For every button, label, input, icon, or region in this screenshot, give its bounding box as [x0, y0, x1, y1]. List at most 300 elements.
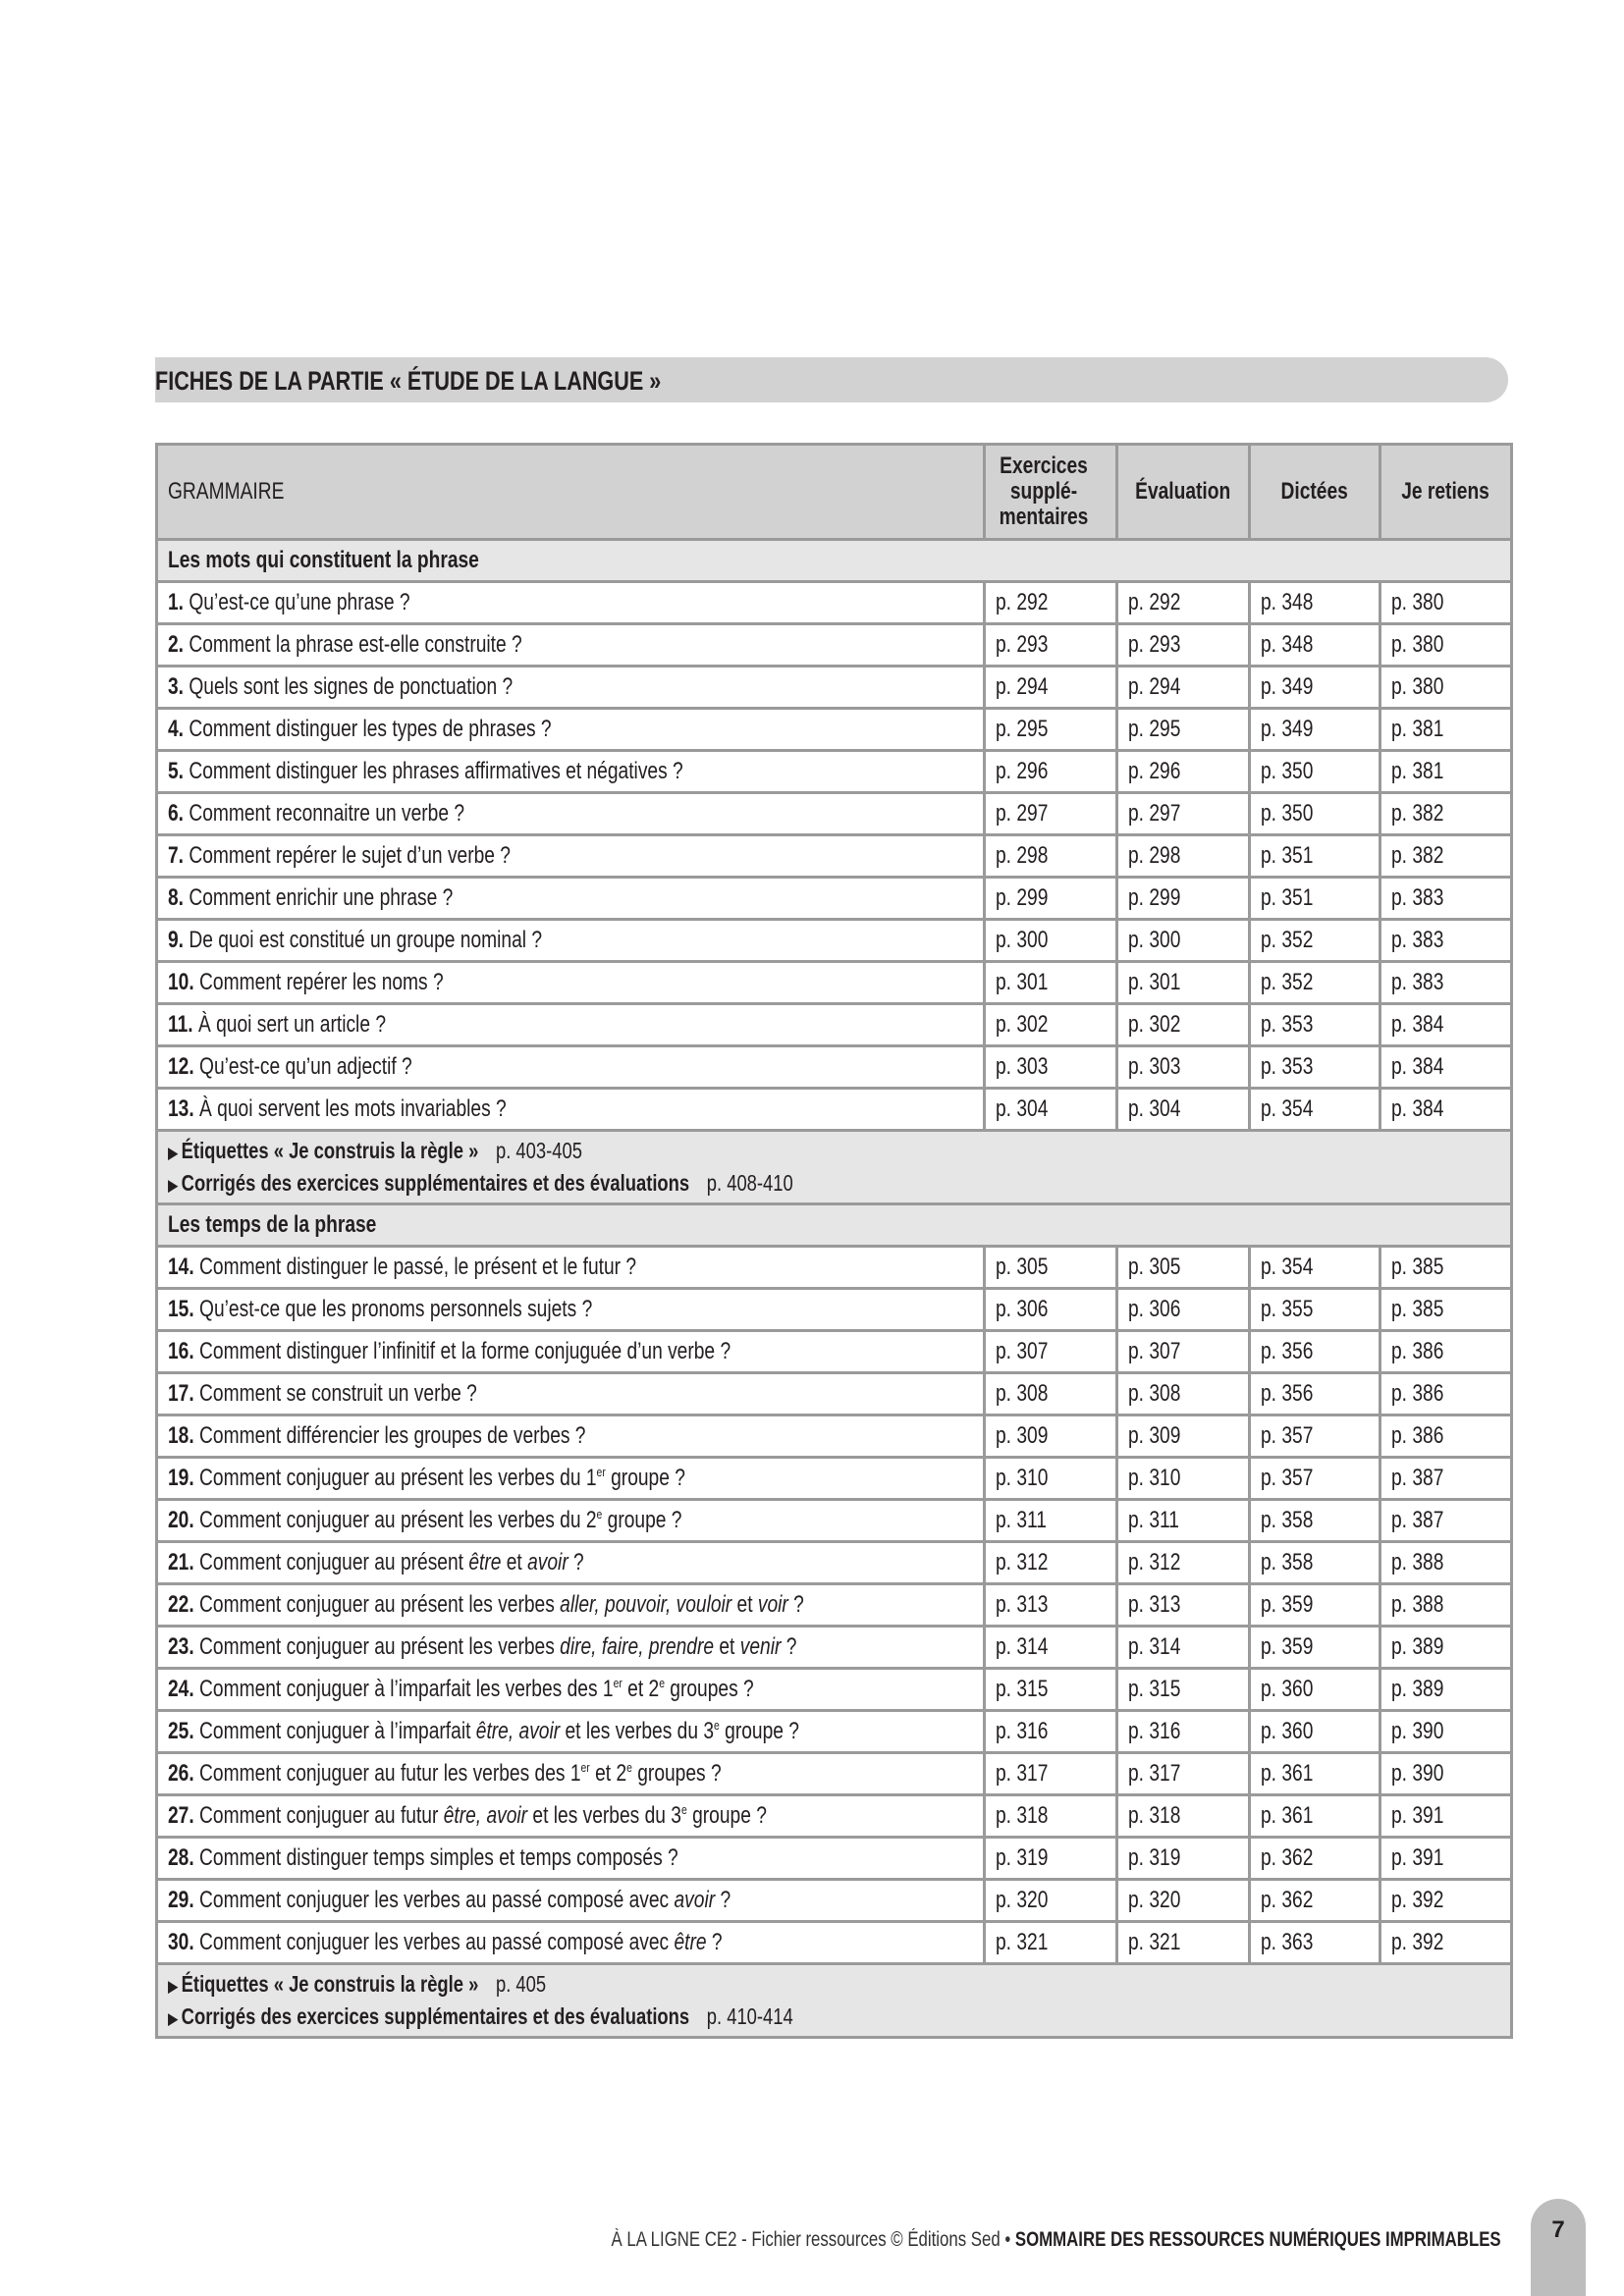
- question-cell: [157, 1247, 985, 1289]
- page-je-retiens: p. 381: [1380, 751, 1512, 793]
- question-text: Comment enrichir une phrase ?: [189, 884, 454, 911]
- page-evaluation: p. 309: [1117, 1415, 1250, 1458]
- page-je-retiens: p. 391: [1380, 1838, 1512, 1880]
- page-exercices: p. 296: [985, 751, 1117, 793]
- page-evaluation: p. 302: [1117, 1004, 1250, 1046]
- page-exercices: p. 299: [985, 878, 1117, 920]
- page-evaluation: p. 292: [1117, 582, 1250, 624]
- page-exercices: p. 298: [985, 835, 1117, 878]
- question-text: Comment conjuguer au présent les verbes: [199, 1633, 561, 1660]
- table-row: [157, 1046, 1512, 1089]
- question-number: 4.: [168, 716, 185, 742]
- page-dictees: p. 349: [1250, 667, 1380, 709]
- page-exercices: p. 320: [985, 1880, 1117, 1922]
- page-exercices: p. 294: [985, 667, 1117, 709]
- table-row: [157, 1584, 1512, 1627]
- page-evaluation: p. 315: [1117, 1669, 1250, 1711]
- question-text: groupe ?: [602, 1507, 682, 1533]
- page-dictees: p. 361: [1250, 1795, 1380, 1838]
- question-text: ?: [781, 1633, 797, 1660]
- page-je-retiens: p. 392: [1380, 1922, 1512, 1964]
- page-je-retiens: p. 389: [1380, 1669, 1512, 1711]
- question-text: et: [731, 1591, 758, 1618]
- page-number-tab: [1531, 2199, 1586, 2296]
- question-number: 23.: [168, 1633, 194, 1660]
- page-je-retiens: p. 387: [1380, 1500, 1512, 1542]
- page-exercices: p. 318: [985, 1795, 1117, 1838]
- page-je-retiens: p. 387: [1380, 1458, 1512, 1500]
- page-exercices: p. 302: [985, 1004, 1117, 1046]
- question-number: 10.: [168, 969, 194, 995]
- table-row: [157, 1004, 1512, 1046]
- section-banner: [155, 357, 1508, 402]
- table-row: [157, 1753, 1512, 1795]
- note-line: [168, 1168, 1500, 1201]
- question-cell: [157, 1046, 985, 1089]
- question-text: De quoi est constitué un groupe nominal ?: [189, 927, 543, 953]
- page-dictees: p. 355: [1250, 1289, 1380, 1331]
- table-row: [157, 1542, 1512, 1584]
- question-text: Comment distinguer le passé, le présent et le futur ?: [199, 1254, 637, 1280]
- page-footer: [389, 2228, 1501, 2252]
- page-dictees: p. 363: [1250, 1922, 1380, 1964]
- question-text: et: [501, 1549, 528, 1575]
- question-cell: [157, 835, 985, 878]
- question-number: 21.: [168, 1549, 194, 1575]
- page-dictees: p. 358: [1250, 1542, 1380, 1584]
- table-row: [157, 878, 1512, 920]
- page-dictees: p. 360: [1250, 1669, 1380, 1711]
- header-je-retiens: Je retiens: [1380, 445, 1512, 540]
- page-evaluation: p. 303: [1117, 1046, 1250, 1089]
- question-text: Comment conjuguer les verbes au passé composé avec: [199, 1887, 675, 1913]
- table-row: [157, 1331, 1512, 1373]
- question-text: groupe ?: [605, 1465, 685, 1491]
- page-evaluation: p. 318: [1117, 1795, 1250, 1838]
- page-exercices: p. 300: [985, 920, 1117, 962]
- page-evaluation: p. 311: [1117, 1500, 1250, 1542]
- page-evaluation: p. 310: [1117, 1458, 1250, 1500]
- page-evaluation: p. 295: [1117, 709, 1250, 751]
- question-text: À quoi servent les mots invariables ?: [199, 1095, 507, 1122]
- page-evaluation: p. 298: [1117, 835, 1250, 878]
- note-pages: p. 408-410: [706, 1170, 793, 1196]
- page-je-retiens: p. 386: [1380, 1415, 1512, 1458]
- table-row: [157, 1458, 1512, 1500]
- table-header-row: [157, 445, 1512, 540]
- question-cell: [157, 667, 985, 709]
- question-text: e: [680, 1802, 687, 1817]
- question-text: Comment distinguer les types de phrases ?: [189, 716, 552, 742]
- question-number: 12.: [168, 1053, 194, 1080]
- question-text: À quoi sert un article ?: [197, 1011, 387, 1038]
- note-line: [168, 1136, 1500, 1168]
- question-text: Comment distinguer l’infinitif et la forme conjuguée d’un verbe ?: [199, 1338, 731, 1364]
- section-row: [157, 1204, 1512, 1247]
- question-number: 17.: [168, 1380, 194, 1407]
- table-row: [157, 667, 1512, 709]
- page-je-retiens: p. 388: [1380, 1542, 1512, 1584]
- question-cell: [157, 1289, 985, 1331]
- question-text: Comment conjuguer les verbes au passé composé avec: [199, 1929, 675, 1955]
- question-number: 16.: [168, 1338, 194, 1364]
- page-exercices: p. 312: [985, 1542, 1117, 1584]
- table-row: [157, 1373, 1512, 1415]
- page-exercices: p. 295: [985, 709, 1117, 751]
- table-body: [157, 540, 1512, 2038]
- page-je-retiens: p. 383: [1380, 878, 1512, 920]
- page-je-retiens: p. 381: [1380, 709, 1512, 751]
- page-evaluation: p. 319: [1117, 1838, 1250, 1880]
- page-je-retiens: p. 390: [1380, 1753, 1512, 1795]
- question-text: Comment se construit un verbe ?: [199, 1380, 477, 1407]
- page-evaluation: p. 301: [1117, 962, 1250, 1004]
- arrow-right-icon: ▶: [168, 1977, 179, 1996]
- note-pages: p. 405: [495, 1971, 547, 1997]
- question-cell: [157, 793, 985, 835]
- question-number: 9.: [168, 927, 185, 953]
- page-evaluation: p. 300: [1117, 920, 1250, 962]
- question-cell: [157, 1331, 985, 1373]
- table-row: [157, 793, 1512, 835]
- question-text: être: [674, 1929, 707, 1955]
- question-cell: [157, 1542, 985, 1584]
- page-evaluation: p. 296: [1117, 751, 1250, 793]
- table-row: [157, 1500, 1512, 1542]
- question-cell: [157, 1753, 985, 1795]
- question-text: ?: [787, 1591, 804, 1618]
- page-exercices: p. 306: [985, 1289, 1117, 1331]
- page-dictees: p. 359: [1250, 1627, 1380, 1669]
- header-dictees: Dictées: [1250, 445, 1380, 540]
- note-label: Corrigés des exercices supplémentaires et des évaluations: [181, 1170, 690, 1196]
- question-cell: [157, 1795, 985, 1838]
- page-dictees: p. 358: [1250, 1500, 1380, 1542]
- page-dictees: p. 362: [1250, 1838, 1380, 1880]
- question-text: Comment reconnaitre un verbe ?: [189, 800, 465, 827]
- table-row: [157, 751, 1512, 793]
- page-exercices: p. 297: [985, 793, 1117, 835]
- table-row: [157, 1089, 1512, 1131]
- question-text: avoir: [674, 1887, 716, 1913]
- page-evaluation: p. 313: [1117, 1584, 1250, 1627]
- note-pages: p. 410-414: [706, 2003, 793, 2029]
- question-text: être, avoir: [475, 1718, 561, 1744]
- question-number: 5.: [168, 758, 185, 784]
- page-dictees: p. 362: [1250, 1880, 1380, 1922]
- table-row: [157, 1880, 1512, 1922]
- table-row: [157, 1922, 1512, 1964]
- page-je-retiens: p. 382: [1380, 793, 1512, 835]
- notes-row: [157, 1131, 1512, 1204]
- page-number: 7: [1551, 2216, 1565, 2243]
- question-text: e: [659, 1676, 665, 1690]
- question-number: 19.: [168, 1465, 194, 1491]
- page-je-retiens: p. 386: [1380, 1331, 1512, 1373]
- question-cell: [157, 1922, 985, 1964]
- question-text: voir: [757, 1591, 788, 1618]
- table-row: [157, 835, 1512, 878]
- page-exercices: p. 315: [985, 1669, 1117, 1711]
- question-number: 7.: [168, 842, 185, 869]
- page-evaluation: p. 304: [1117, 1089, 1250, 1131]
- section-title: Les mots qui constituent la phrase: [157, 540, 1512, 582]
- page-evaluation: p. 297: [1117, 793, 1250, 835]
- question-text: Comment conjuguer au présent les verbes: [199, 1591, 561, 1618]
- page-je-retiens: p. 390: [1380, 1711, 1512, 1753]
- page-dictees: p. 350: [1250, 793, 1380, 835]
- page-je-retiens: p. 386: [1380, 1373, 1512, 1415]
- notes-row: [157, 1964, 1512, 2038]
- question-number: 2.: [168, 631, 185, 658]
- question-text: être, avoir: [443, 1802, 528, 1829]
- page-exercices: p. 308: [985, 1373, 1117, 1415]
- note-pages: p. 403-405: [495, 1138, 582, 1163]
- question-text: être: [468, 1549, 502, 1575]
- section-title: Les temps de la phrase: [157, 1204, 1512, 1247]
- footer-separator: •: [1004, 2228, 1011, 2251]
- question-cell: [157, 1415, 985, 1458]
- table-row: [157, 1795, 1512, 1838]
- question-number: 28.: [168, 1844, 194, 1871]
- question-number: 22.: [168, 1591, 194, 1618]
- page-je-retiens: p. 383: [1380, 962, 1512, 1004]
- page-evaluation: p. 314: [1117, 1627, 1250, 1669]
- page-evaluation: p. 308: [1117, 1373, 1250, 1415]
- page-dictees: p. 356: [1250, 1331, 1380, 1373]
- question-text: ?: [706, 1929, 723, 1955]
- question-text: e: [714, 1718, 720, 1733]
- question-cell: [157, 1669, 985, 1711]
- question-text: er: [613, 1676, 623, 1690]
- table-row: [157, 920, 1512, 962]
- question-cell: [157, 920, 985, 962]
- page-dictees: p. 356: [1250, 1373, 1380, 1415]
- question-cell: [157, 1880, 985, 1922]
- question-text: Comment conjuguer au futur: [199, 1802, 444, 1829]
- page-evaluation: p. 305: [1117, 1247, 1250, 1289]
- question-number: 24.: [168, 1676, 194, 1702]
- question-number: 27.: [168, 1802, 194, 1829]
- question-number: 29.: [168, 1887, 194, 1913]
- table-row: [157, 1627, 1512, 1669]
- question-text: Comment distinguer temps simples et temps composés ?: [199, 1844, 678, 1871]
- page-je-retiens: p. 385: [1380, 1289, 1512, 1331]
- question-text: groupes ?: [664, 1676, 754, 1702]
- question-cell: [157, 1584, 985, 1627]
- banner-title: FICHES DE LA PARTIE « ÉTUDE DE LA LANGUE »: [155, 366, 662, 396]
- header-exercices: Exercices supplé- mentaires: [985, 445, 1117, 540]
- question-text: et: [714, 1633, 740, 1660]
- page-exercices: p. 311: [985, 1500, 1117, 1542]
- page-dictees: p. 354: [1250, 1089, 1380, 1131]
- question-text: e: [596, 1507, 603, 1522]
- page-je-retiens: p. 388: [1380, 1584, 1512, 1627]
- page-exercices: p. 292: [985, 582, 1117, 624]
- question-text: et 2: [622, 1676, 660, 1702]
- question-text: Comment conjuguer au futur les verbes des 1: [199, 1760, 581, 1787]
- question-text: groupe ?: [719, 1718, 799, 1744]
- page-dictees: p. 349: [1250, 709, 1380, 751]
- page-exercices: p. 317: [985, 1753, 1117, 1795]
- page-evaluation: p. 320: [1117, 1880, 1250, 1922]
- page-dictees: p. 352: [1250, 920, 1380, 962]
- page-dictees: p. 354: [1250, 1247, 1380, 1289]
- table-row: [157, 962, 1512, 1004]
- question-cell: [157, 1458, 985, 1500]
- question-number: 18.: [168, 1422, 194, 1449]
- question-cell: [157, 878, 985, 920]
- question-cell: [157, 962, 985, 1004]
- question-number: 26.: [168, 1760, 194, 1787]
- page-je-retiens: p. 383: [1380, 920, 1512, 962]
- question-cell: [157, 624, 985, 667]
- table-row: [157, 1289, 1512, 1331]
- page-exercices: p. 309: [985, 1415, 1117, 1458]
- arrow-right-icon: ▶: [168, 2009, 179, 2028]
- question-text: et 2: [589, 1760, 627, 1787]
- page-exercices: p. 304: [985, 1089, 1117, 1131]
- note-label: Corrigés des exercices supplémentaires et des évaluations: [181, 2003, 690, 2029]
- question-text: Quels sont les signes de ponctuation ?: [189, 673, 514, 700]
- question-number: 11.: [168, 1011, 193, 1038]
- question-cell: [157, 1711, 985, 1753]
- page-exercices: p. 313: [985, 1584, 1117, 1627]
- question-number: 20.: [168, 1507, 194, 1533]
- page-dictees: p. 353: [1250, 1046, 1380, 1089]
- question-text: avoir: [527, 1549, 568, 1575]
- question-text: Comment la phrase est-elle construite ?: [189, 631, 522, 658]
- question-text: Comment conjuguer à l’imparfait les verbes des 1: [199, 1676, 614, 1702]
- question-text: Comment conjuguer au présent les verbes du 2: [199, 1507, 597, 1533]
- question-cell: [157, 1627, 985, 1669]
- question-number: 30.: [168, 1929, 194, 1955]
- footer-section: SOMMAIRE DES RESSOURCES NUMÉRIQUES IMPRIMABLES: [1015, 2228, 1501, 2251]
- table-row: [157, 1415, 1512, 1458]
- page-je-retiens: p. 384: [1380, 1046, 1512, 1089]
- table-row: [157, 1247, 1512, 1289]
- page-exercices: p. 303: [985, 1046, 1117, 1089]
- question-text: aller, pouvoir, vouloir: [560, 1591, 732, 1618]
- page-evaluation: p. 307: [1117, 1331, 1250, 1373]
- question-text: groupe ?: [686, 1802, 767, 1829]
- page-evaluation: p. 317: [1117, 1753, 1250, 1795]
- page-dictees: p. 348: [1250, 582, 1380, 624]
- note-line: [168, 1969, 1500, 2002]
- header-grammaire: GRAMMAIRE: [157, 445, 985, 540]
- question-text: groupes ?: [631, 1760, 722, 1787]
- question-cell: [157, 1373, 985, 1415]
- page-exercices: p. 305: [985, 1247, 1117, 1289]
- question-text: Qu’est-ce qu’une phrase ?: [189, 589, 410, 615]
- question-cell: [157, 582, 985, 624]
- question-text: venir: [739, 1633, 782, 1660]
- note-label: Étiquettes « Je construis la règle »: [181, 1138, 479, 1163]
- question-text: Comment conjuguer au présent: [199, 1549, 469, 1575]
- question-number: 3.: [168, 673, 185, 700]
- page-exercices: p. 310: [985, 1458, 1117, 1500]
- page-dictees: p. 350: [1250, 751, 1380, 793]
- table-row: [157, 1711, 1512, 1753]
- table-row: [157, 624, 1512, 667]
- page-dictees: p. 359: [1250, 1584, 1380, 1627]
- question-cell: [157, 751, 985, 793]
- page-exercices: p. 314: [985, 1627, 1117, 1669]
- question-cell: [157, 1089, 985, 1131]
- question-text: Comment distinguer les phrases affirmatives et négatives ?: [189, 758, 683, 784]
- page-je-retiens: p. 380: [1380, 667, 1512, 709]
- question-text: er: [580, 1760, 590, 1775]
- page-evaluation: p. 321: [1117, 1922, 1250, 1964]
- page-dictees: p. 353: [1250, 1004, 1380, 1046]
- page-dictees: p. 360: [1250, 1711, 1380, 1753]
- page-dictees: p. 351: [1250, 835, 1380, 878]
- question-text: Qu’est-ce qu’un adjectif ?: [199, 1053, 412, 1080]
- page-je-retiens: p. 384: [1380, 1089, 1512, 1131]
- page-evaluation: p. 312: [1117, 1542, 1250, 1584]
- question-text: Comment repérer les noms ?: [199, 969, 444, 995]
- question-text: et les verbes du 3: [560, 1718, 715, 1744]
- question-text: et les verbes du 3: [527, 1802, 681, 1829]
- header-evaluation: Évaluation: [1117, 445, 1250, 540]
- page-exercices: p. 301: [985, 962, 1117, 1004]
- question-text: dire, faire, prendre: [560, 1633, 715, 1660]
- question-text: Comment conjuguer au présent les verbes du 1: [199, 1465, 597, 1491]
- section-row: [157, 540, 1512, 582]
- page-je-retiens: p. 382: [1380, 835, 1512, 878]
- page-je-retiens: p. 380: [1380, 624, 1512, 667]
- page-je-retiens: p. 392: [1380, 1880, 1512, 1922]
- question-text: Comment conjuguer à l’imparfait: [199, 1718, 476, 1744]
- question-number: 15.: [168, 1296, 194, 1322]
- question-number: 13.: [168, 1095, 194, 1122]
- table-row: [157, 709, 1512, 751]
- note-line: [168, 2002, 1500, 2034]
- page-evaluation: p. 293: [1117, 624, 1250, 667]
- page-je-retiens: p. 384: [1380, 1004, 1512, 1046]
- question-text: ?: [568, 1549, 584, 1575]
- question-cell: [157, 1004, 985, 1046]
- page-dictees: p. 361: [1250, 1753, 1380, 1795]
- question-cell: [157, 709, 985, 751]
- arrow-right-icon: ▶: [168, 1176, 179, 1195]
- page-exercices: p. 316: [985, 1711, 1117, 1753]
- page-dictees: p. 352: [1250, 962, 1380, 1004]
- page-evaluation: p. 294: [1117, 667, 1250, 709]
- question-number: 8.: [168, 884, 185, 911]
- page-exercices: p. 293: [985, 624, 1117, 667]
- page-exercices: p. 319: [985, 1838, 1117, 1880]
- table-row: [157, 1669, 1512, 1711]
- page-exercices: p. 307: [985, 1331, 1117, 1373]
- page-evaluation: p. 299: [1117, 878, 1250, 920]
- table-row: [157, 1838, 1512, 1880]
- page-dictees: p. 357: [1250, 1415, 1380, 1458]
- table-row: [157, 582, 1512, 624]
- resources-table: [155, 443, 1513, 2039]
- question-text: e: [626, 1760, 632, 1775]
- page-je-retiens: p. 389: [1380, 1627, 1512, 1669]
- question-text: ?: [715, 1887, 731, 1913]
- page-je-retiens: p. 380: [1380, 582, 1512, 624]
- question-cell: [157, 1500, 985, 1542]
- page-evaluation: p. 316: [1117, 1711, 1250, 1753]
- question-number: 1.: [168, 589, 185, 615]
- note-label: Étiquettes « Je construis la règle »: [181, 1971, 479, 1997]
- question-text: er: [596, 1465, 606, 1479]
- page-dictees: p. 351: [1250, 878, 1380, 920]
- question-text: Comment repérer le sujet d’un verbe ?: [189, 842, 511, 869]
